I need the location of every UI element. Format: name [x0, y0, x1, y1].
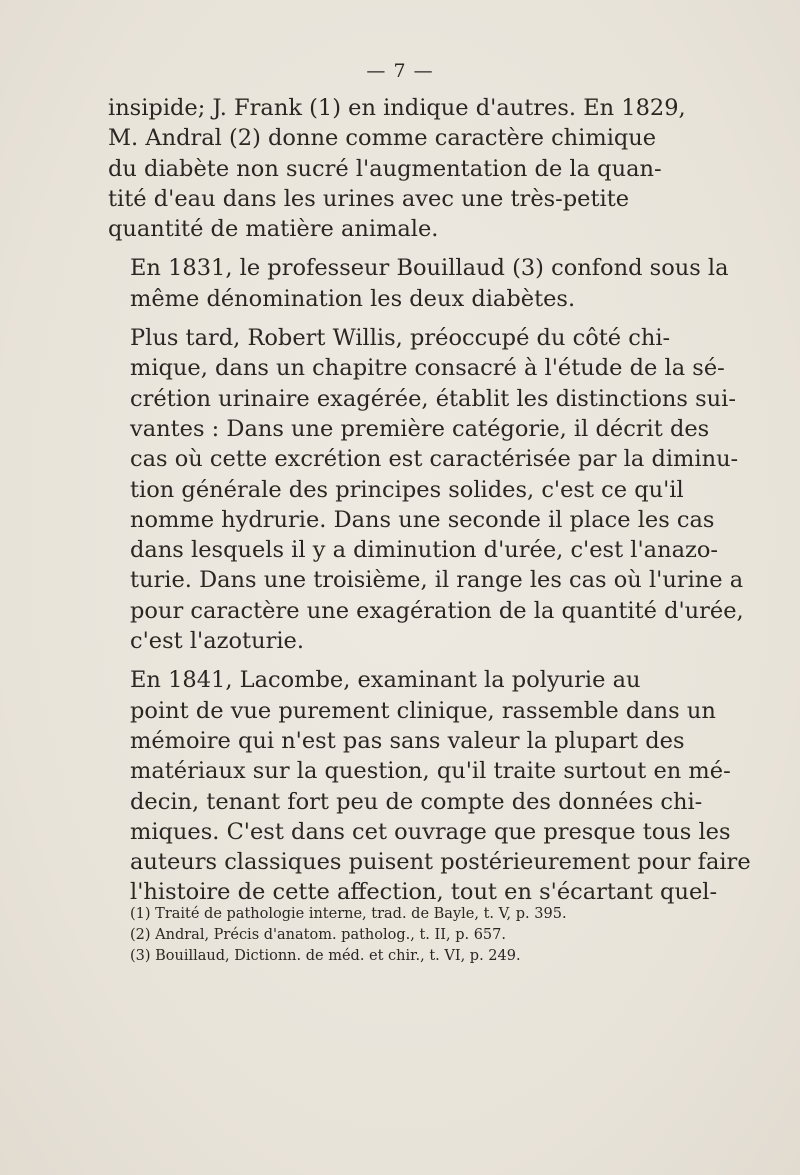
- text-line: Plus tard, Robert Willis, préoccupé du côté chi-: [130, 325, 671, 352]
- text-line: matériaux sur la question, qu'il traite surtout en mé-: [130, 758, 731, 785]
- text-line: tion générale des principes solides, c'est ce qu'il: [130, 476, 684, 503]
- text-line: auteurs classiques puisent postérieurement pour faire: [130, 849, 751, 876]
- text-line: En 1841, Lacombe, examinant la polyurie au: [130, 667, 641, 694]
- text-line: M. Andral (2) donne comme caractère chimique: [108, 125, 657, 152]
- paragraph-3: [108, 323, 744, 656]
- text-line: même dénomination les deux diabètes.: [130, 285, 576, 312]
- footnote-2: (2) Andral, Précis d'anatom. patholog., t. II, p. 657.: [130, 927, 506, 943]
- text-line: turie. Dans une troisième, il range les cas où l'urine a: [130, 567, 744, 594]
- text-line: cas où cette excrétion est caractérisée par la diminu-: [130, 446, 739, 473]
- page-number: — 7 —: [366, 60, 434, 82]
- text-line: c'est l'azoturie.: [130, 628, 304, 655]
- paragraph-2: [108, 253, 729, 314]
- paragraph-1: [108, 93, 686, 244]
- text-line: dans lesquels il y a diminution d'urée, c'est l'anazo-: [130, 537, 718, 564]
- footnotes: [130, 904, 600, 967]
- text-line: mémoire qui n'est pas sans valeur la plupart des: [130, 727, 685, 754]
- text-line: crétion urinaire exagérée, établit les distinctions sui-: [130, 385, 736, 412]
- text-line: du diabète non sucré l'augmentation de la quan-: [108, 155, 662, 182]
- text-line: decin, tenant fort peu de compte des données chi-: [130, 788, 703, 815]
- footnote-1: (1) Traité de pathologie interne, trad. de Bayle, t. V, p. 395.: [130, 906, 567, 922]
- text-line: tité d'eau dans les urines avec une très-petite: [108, 185, 630, 212]
- text-line: En 1831, le professeur Bouillaud (3) confond sous la: [130, 255, 729, 282]
- text-line: vantes : Dans une première catégorie, il décrit des: [130, 415, 710, 442]
- text-line: point de vue purement clinique, rassemble dans un: [130, 697, 716, 724]
- text-line: mique, dans un chapitre consacré à l'étude de la sé-: [130, 355, 725, 382]
- body-text: [108, 93, 751, 908]
- paragraph-4: [108, 665, 751, 907]
- footnote-3: (3) Bouillaud, Dictionn. de méd. et chir., t. VI, p. 249.: [130, 948, 521, 964]
- text-line: l'histoire de cette affection, tout en s'écartant quel-: [130, 879, 718, 906]
- text-line: insipide; J. Frank (1) en indique d'autres. En 1829,: [108, 95, 686, 121]
- text-line: pour caractère une exagération de la quantité d'urée,: [130, 597, 744, 624]
- text-line: quantité de matière animale.: [108, 216, 439, 243]
- text-line: miques. C'est dans cet ouvrage que presque tous les: [130, 818, 731, 845]
- text-line: nomme hydrurie. Dans une seconde il place les cas: [130, 506, 715, 533]
